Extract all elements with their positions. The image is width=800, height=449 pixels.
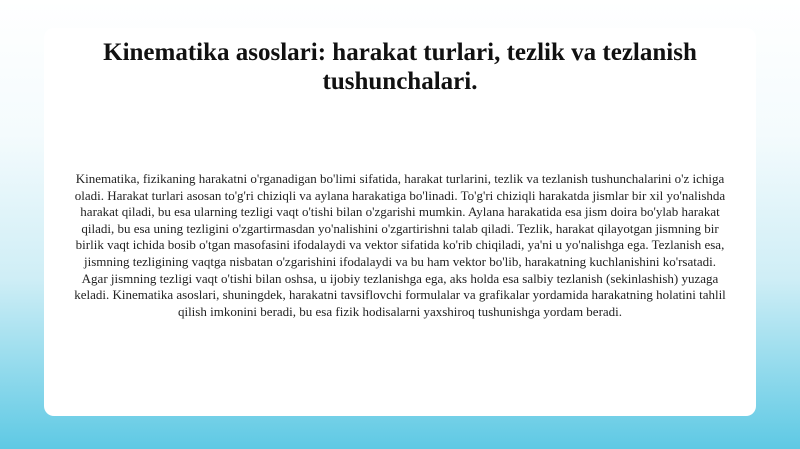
slide-body-text: Kinematika, fizikaning harakatni o'rganadigan bo'limi sifatida, harakat turlarini, tezlik va tezlanish tushunchalarini o'z ichiga oladi. Harakat turlari asosan to'g'ri chiziqli va aylana harakatiga bo'linadi. To'g'ri chiziqli harakatda jismlar bir xil yo'nalishda harakat qiladi, bu esa ularning tezligi vaqt o'tishi bilan o'zgarishi mumkin. Aylana harakatida esa jism doira bo'ylab harakat qiladi, bu esa uning tezligini o'zgartirmasdan yo'nalishini o'zgartirishni talab qiladi. Tezlik, harakat qilayotgan jismning bir birlik vaqt ichida bosib o'tgan masofasini ifodalaydi va vektor sifatida ko'rib chiqiladi, ya'ni u yo'nalishga ega. Tezlanish esa, jismning tezligining vaqtga nisbatan o'zgarishini ifodalaydi va bu ham vektor bo'lib, harakatning kuchlanishini ko'rsatadi. Agar jismning tezligi vaqt o'tishi bilan oshsa, u ijobiy tezlanishga ega, aks holda esa salbiy tezlanish (sekinlashish) yuzaga keladi. Kinematika asoslari, shuningdek, harakatni tavsiflovchi formulalar va grafikalar yordamida harakatning holatini tahlil qilish imkonini beradi, bu esa fizik hodisalarni yaxshiroq tushunishga yordam beradi. — [74, 171, 726, 319]
slide-title: Kinematika asoslari: harakat turlari, tezlik va tezlanish tushunchalari. — [103, 39, 697, 95]
